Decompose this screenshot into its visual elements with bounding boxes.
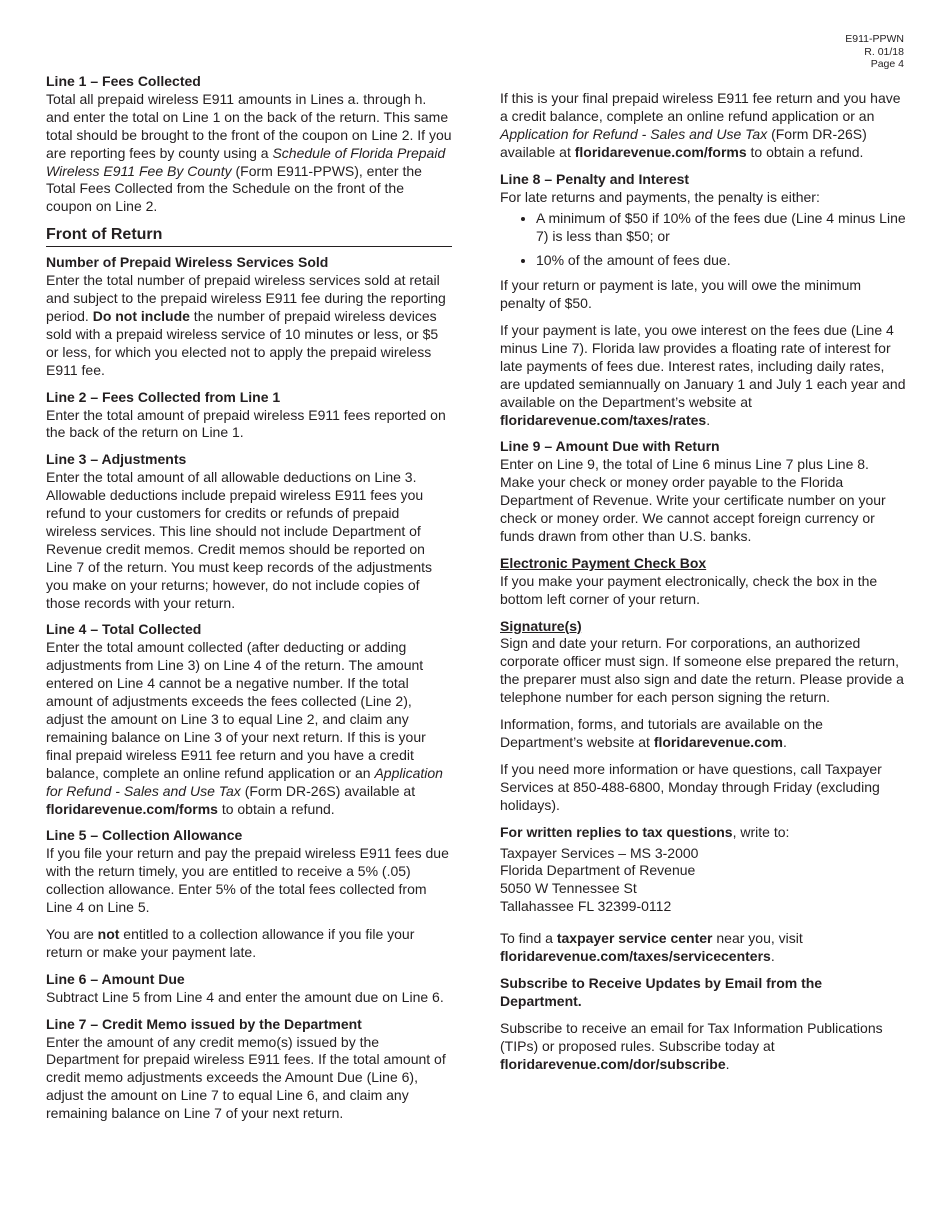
line3-text: Enter the total amount of all allowable deductions on Line 3. Allowable deductions include prepaid wireless E911 fees you refund to your customers for credits or refunds of prepaid wireless services. This line should not include Department of Revenue credit memos. Credit memos should be reported on Line 7 of the return. You must keep records of the adjustments you make on your returns; however, do not include copies of those records with your return. <box>46 469 433 611</box>
right-column <box>500 90 906 1083</box>
service-center-emphasis: taxpayer service center <box>556 930 713 947</box>
subscribe-text <box>500 1020 906 1074</box>
address-line: Tallahassee FL 32399-0112 <box>500 898 672 915</box>
refund-text-part: (Form DR-26S) available at <box>500 125 867 160</box>
line8-heading: Line 8 – Penalty and Interest <box>500 170 690 187</box>
form-revision: R. 01/18 <box>864 45 904 58</box>
written-replies-part: , write to: <box>732 823 790 840</box>
address-line: Taxpayer Services – MS 3-2000 <box>500 844 699 861</box>
subscribe-heading: Subscribe to Receive Updates by Email from the Department. <box>500 974 823 1009</box>
line2-heading: Line 2 – Fees Collected from Line 1 <box>46 388 281 405</box>
line4-text-part: (Form DR-26S) available at <box>240 782 416 799</box>
info-text-part: Information, forms, and tutorials are available on the Department’s website at <box>500 716 823 750</box>
address-line: Florida Department of Revenue <box>500 862 696 879</box>
line7-text: Enter the amount of any credit memo(s) issued by the Department for prepaid wireless E911 fees. If the total amount of credit memo adjustments exceeds the Amount Due (Line 6), adjust the amount on Line 7 to equal Line 6, and claim any remaining balance on Line 7 of your next return. <box>46 1033 446 1122</box>
line4-text <box>46 639 452 818</box>
forms-link[interactable]: floridarevenue.com/forms <box>46 800 218 817</box>
line5-heading: Line 5 – Collection Allowance <box>46 827 243 844</box>
left-column <box>46 73 452 1132</box>
line5-text: If you file your return and pay the prepaid wireless E911 fees due with the return timely, you are entitled to receive a 5% (.05) collection allowance. Enter 5% of the total fees collected from Line 4 on Line 5. <box>46 845 449 916</box>
service-center-part: To find a <box>500 930 557 947</box>
line5-late-note <box>46 926 452 962</box>
dor-website-link[interactable]: floridarevenue.com <box>653 734 783 750</box>
signature-heading: Signature(s) <box>500 617 582 634</box>
mailing-address <box>500 845 906 917</box>
interest-text-part: . <box>706 411 711 428</box>
subscribe-text-part: . <box>725 1055 730 1072</box>
penalty-list-item: • 10% of the amount of fees due. <box>536 252 906 270</box>
line4-text-part: to obtain a refund. <box>217 800 335 817</box>
epay-heading: Electronic Payment Check Box <box>500 554 707 571</box>
do-not-include-emphasis: Do not include <box>92 307 190 324</box>
line6-heading: Line 6 – Amount Due <box>46 970 185 987</box>
subscribe-link[interactable]: floridarevenue.com/dor/subscribe <box>500 1055 726 1072</box>
line8-intro: For late returns and payments, the penalty is either: <box>500 188 820 205</box>
line7-heading: Line 7 – Credit Memo issued by the Department <box>46 1015 362 1032</box>
refund-form-title: Application for Refund - Sales and Use Tax <box>500 125 768 142</box>
service-center-part: near you, visit <box>712 930 803 947</box>
line9-text: Enter on Line 9, the total of Line 6 minus Line 7 plus Line 8. Make your check or money order payable to the Florida Department of Revenue. Write your certificate number on your check or money order. We cannot accept foreign currency or funds drawn from other than U.S. banks. <box>500 456 886 544</box>
line5-note-part: entitled to a collection allowance if you file your return or make your payment late. <box>46 925 415 960</box>
line4-heading: Line 4 – Total Collected <box>46 621 202 638</box>
service-centers-link[interactable]: floridarevenue.com/taxes/servicecenters <box>500 948 771 965</box>
num-sold-text <box>46 272 452 379</box>
service-center-part: . <box>770 948 775 965</box>
num-sold-text-part: Enter the total number of prepaid wireless services sold at retail and subject to the prepaid wireless E911 fee during the reporting period. <box>46 272 446 324</box>
refund-text <box>500 90 906 162</box>
penalty-list-item: • A minimum of $50 if 10% of the fees due (Line 4 minus Line 7) is less than $50; or <box>536 210 906 246</box>
line1-text-part: (Form E911-PPWS), enter the Total Fees Collected from the Schedule on the front of the coupon on Line 2. <box>46 162 422 215</box>
interest-text-part: If your payment is late, you owe interest on the fees due (Line 4 minus Line 7). Florida law provides a floating rate of interest for late payments of fees due. Interest rates, including daily rates, are updated semiannually on January 1 and July 1 each year and available on the Department’s website at <box>500 321 906 410</box>
line1-heading: Line 1 – Fees Collected <box>46 73 201 89</box>
penalty-list <box>500 210 906 270</box>
line3-heading: Line 3 – Adjustments <box>46 451 187 468</box>
subscribe-text-part: Subscribe to receive an email for Tax Information Publications (TIPs) or proposed rules. Subscribe today at <box>500 1019 883 1054</box>
form-code: E911-PPWN <box>845 33 904 45</box>
written-replies-emphasis: For written replies to tax questions <box>500 823 733 840</box>
rates-link[interactable]: floridarevenue.com/taxes/rates <box>500 411 707 428</box>
refund-text-part: If this is your final prepaid wireless E911 fee return and you have a credit balance, complete an online refund application or an <box>500 90 901 124</box>
refund-text-part: to obtain a refund. <box>746 143 864 160</box>
line1-text-part: Total all prepaid wireless E911 amounts in Lines a. through h. and enter the total on Line 1 on the back of the return. This same total should be brought to the front of the coupon on Line 2. If you are reporting fees by county using a <box>46 90 452 161</box>
num-sold-heading: Number of Prepaid Wireless Services Sold <box>46 254 329 271</box>
line9-heading: Line 9 – Amount Due with Return <box>500 438 720 455</box>
info-text-part: . <box>782 734 787 750</box>
form-id-block <box>845 33 904 71</box>
written-replies-text <box>500 824 906 842</box>
signature-text: Sign and date your return. For corporations, an authorized corporate officer must sign. If someone else prepared the return, the preparer must also sign and date the return. Please provide a telephone number for each person signing the return. <box>500 635 904 706</box>
line1-text <box>46 91 452 216</box>
address-line: 5050 W Tennessee St <box>500 880 637 897</box>
phone-text: If you need more information or have questions, call Taxpayer Services at 850-488-6800, Monday through Friday (excluding holidays). <box>500 760 882 813</box>
interest-text <box>500 322 906 429</box>
not-emphasis: not <box>97 925 120 942</box>
forms-link[interactable]: floridarevenue.com/forms <box>574 143 747 160</box>
line2-text: Enter the total amount of prepaid wireless E911 fees reported on the back of the return on Line 1. <box>46 406 446 441</box>
line6-text: Subtract Line 5 from Line 4 and enter the amount due on Line 6. <box>46 988 444 1005</box>
front-of-return-title: Front of Return <box>46 225 452 247</box>
service-center-text <box>500 930 906 966</box>
line4-text-part: Enter the total amount collected (after deducting or adding adjustments from Line 3) on Line 4 of the return. The amount entered on Line 4 cannot be a negative number. If the total amount of adjustments exceeds the fees collected (Line 2), adjust the amount on Line 3 to equal Line 2, and claim any remaining balance on Line 3 of your next return. If this is your final prepaid wireless E911 fee return and you have a credit balance, complete an online refund application or an <box>46 639 426 781</box>
minimum-penalty-text: If your return or payment is late, you will owe the minimum penalty of $50. <box>500 277 862 312</box>
line5-note-part: You are <box>46 925 98 942</box>
schedule-form-title: Schedule of Florida Prepaid Wireless E911 Fee By County <box>46 144 446 179</box>
refund-form-title: Application for Refund - Sales and Use Tax <box>46 764 443 799</box>
info-text <box>500 716 906 752</box>
num-sold-text-part: the number of prepaid wireless devices sold with a prepaid wireless service of 10 minutes or less, or $5 or less, for which you elected not to apply the prepaid wireless E911 fee. <box>46 307 439 378</box>
page-number: Page 4 <box>870 58 904 70</box>
epay-text: If you make your payment electronically, check the box in the bottom left corner of your return. <box>500 572 878 607</box>
